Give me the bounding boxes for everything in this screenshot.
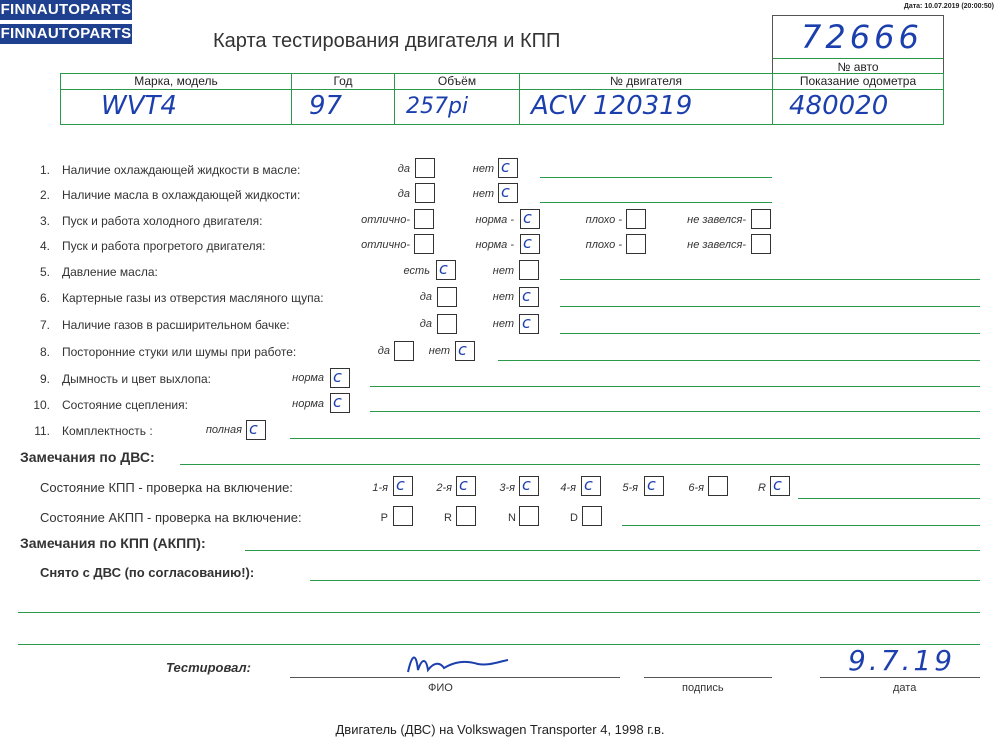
q8-opt-no: нет <box>428 345 450 357</box>
auto-gear-d-label: D <box>570 512 578 524</box>
auto-gear-n-label: N <box>508 512 516 524</box>
auto-gear-r-checkbox[interactable] <box>456 506 476 526</box>
gear-4-mark: c <box>584 475 593 494</box>
date-value: 9.7.19 <box>848 644 956 677</box>
q9-mark-normal: c <box>333 367 342 386</box>
q8-num: 8. <box>39 345 50 359</box>
q1-mark-no: c <box>501 157 510 176</box>
q6-checkbox-no[interactable] <box>519 287 539 307</box>
gear-4-checkbox[interactable] <box>581 476 601 496</box>
q3-checkbox-normal[interactable] <box>520 209 540 229</box>
signature-label: подпись <box>682 682 724 694</box>
auto-gear-p-checkbox[interactable] <box>393 506 413 526</box>
auto-gear-p-label: P <box>380 512 388 524</box>
gear-6-label: 6-я <box>688 482 704 494</box>
value-engine-no: ACV 120319 <box>531 91 693 121</box>
gear-4-label: 4-я <box>560 482 576 494</box>
gearbox-label: Состояние КПП - проверка на включение: <box>40 480 293 495</box>
q5-opt-yes: есть <box>403 265 430 277</box>
q2-num: 2. <box>39 188 50 202</box>
q9-line <box>370 386 980 387</box>
q3-opt-excellent: отлично- <box>361 214 410 226</box>
q11-opt-full: полная <box>205 424 242 436</box>
q2-text: Наличие масла в охлаждающей жидкости: <box>62 188 301 202</box>
fio-label: ФИО <box>428 682 453 694</box>
col-header-make: Марка, модель <box>61 74 291 90</box>
gear-5-checkbox[interactable] <box>644 476 664 496</box>
removed-label: Снято с ДВС (по согласованию!): <box>40 565 255 580</box>
gear-1-label: 1-я <box>372 482 388 494</box>
q7-opt-yes: да <box>419 318 432 330</box>
q3-opt-bad: плохо - <box>585 214 622 226</box>
header-table <box>60 73 944 125</box>
caption: Двигатель (ДВС) на Volkswagen Transporter 4, 1998 г.в. <box>335 722 665 737</box>
gear-3-label: 3-я <box>499 482 515 494</box>
q4-checkbox-nostart[interactable] <box>751 234 771 254</box>
q7-line <box>560 333 980 334</box>
brand-logo-top: FINNAUTOPARTS <box>0 1 132 18</box>
auto-number-box <box>772 15 944 74</box>
auto-number-value: 72666 <box>801 18 923 56</box>
q6-opt-no: нет <box>492 291 514 303</box>
q6-opt-yes: да <box>419 291 432 303</box>
auto-gear-n-checkbox[interactable] <box>519 506 539 526</box>
q6-checkbox-yes[interactable] <box>437 287 457 307</box>
q2-checkbox-no[interactable] <box>498 183 518 203</box>
gear-5-mark: c <box>647 475 656 494</box>
q9-opt-normal: норма <box>292 372 324 384</box>
q1-num: 1. <box>39 163 50 177</box>
gear-r-mark: c <box>773 475 782 494</box>
fio-line <box>290 677 620 678</box>
q3-opt-normal: норма - <box>475 214 514 226</box>
stamp-date: Дата: 10.07.2019 (20:00:50) <box>903 3 994 10</box>
q8-opt-yes: да <box>377 345 390 357</box>
q6-mark-no: c <box>522 286 531 305</box>
q6-text: Картерные газы из отверстия масляного щупа: <box>62 291 324 305</box>
q4-checkbox-normal[interactable] <box>520 234 540 254</box>
q3-opt-nostart: не завелся- <box>687 214 746 226</box>
gearbox-line <box>798 498 980 499</box>
date-label: дата <box>893 682 917 694</box>
q2-opt-yes: да <box>397 188 410 200</box>
q10-line <box>370 411 980 412</box>
q9-num: 9. <box>39 372 50 386</box>
q3-mark-normal: c <box>523 208 532 227</box>
q11-num: 11. <box>34 424 50 438</box>
q3-text: Пуск и работа холодного двигателя: <box>62 214 263 228</box>
q10-checkbox-normal[interactable] <box>330 393 350 413</box>
q4-checkbox-bad[interactable] <box>626 234 646 254</box>
auto-gearbox-line <box>622 525 980 526</box>
q6-line <box>560 306 980 307</box>
q7-checkbox-no[interactable] <box>519 314 539 334</box>
auto-gear-d-checkbox[interactable] <box>582 506 602 526</box>
q2-opt-no: нет <box>472 188 494 200</box>
q9-text: Дымность и цвет выхлопа: <box>62 372 211 386</box>
gear-5-label: 5-я <box>622 482 638 494</box>
q8-line <box>498 360 980 361</box>
q11-line <box>290 438 980 439</box>
col-header-volume: Объём <box>395 74 519 90</box>
q10-num: 10. <box>33 398 50 412</box>
value-year: 97 <box>309 91 343 121</box>
q2-mark-no: c <box>501 182 510 201</box>
gear-1-mark: c <box>396 475 405 494</box>
q11-mark-full: c <box>249 419 258 438</box>
q8-checkbox-no[interactable] <box>455 341 475 361</box>
auto-gear-r-label: R <box>444 512 452 524</box>
col-header-odometer: Показание одометра <box>773 74 943 90</box>
q4-mark-normal: c <box>523 233 532 252</box>
signature-line <box>644 677 772 678</box>
q7-text: Наличие газов в расширительном бачке: <box>62 318 290 332</box>
gear-1-checkbox[interactable] <box>393 476 413 496</box>
q7-num: 7. <box>39 318 50 332</box>
engine-remarks-label: Замечания по ДВС: <box>20 449 155 465</box>
q5-opt-no: нет <box>492 265 514 277</box>
gear-6-checkbox[interactable] <box>708 476 728 496</box>
tested-label: Тестировал: <box>166 660 251 675</box>
value-make: WVT4 <box>101 91 177 121</box>
q4-checkbox-excellent[interactable] <box>414 234 434 254</box>
q7-mark-no: c <box>522 313 531 332</box>
blank-line-1 <box>18 612 980 613</box>
q6-num: 6. <box>39 291 50 305</box>
q7-checkbox-yes[interactable] <box>437 314 457 334</box>
q4-opt-bad: плохо - <box>585 239 622 251</box>
q11-checkbox-full[interactable] <box>246 420 266 440</box>
q4-opt-excellent: отлично- <box>361 239 410 251</box>
q3-checkbox-excellent[interactable] <box>414 209 434 229</box>
q9-checkbox-normal[interactable] <box>330 368 350 388</box>
q7-opt-no: нет <box>492 318 514 330</box>
q8-text: Посторонние стуки или шумы при работе: <box>62 345 297 359</box>
q5-line <box>560 279 980 280</box>
removed-line <box>310 580 980 581</box>
q5-checkbox-yes[interactable] <box>436 260 456 280</box>
brand-logo-bottom: FINNAUTOPARTS <box>0 25 132 42</box>
q8-mark-no: c <box>458 340 467 359</box>
q5-text: Давление масла: <box>62 265 158 279</box>
q3-checkbox-bad[interactable] <box>626 209 646 229</box>
q3-checkbox-nostart[interactable] <box>751 209 771 229</box>
q1-opt-yes: да <box>397 163 410 175</box>
gear-2-label: 2-я <box>436 482 452 494</box>
gear-2-mark: c <box>459 475 468 494</box>
q4-text: Пуск и работа прогретого двигателя: <box>62 239 266 253</box>
auto-gearbox-label: Состояние АКПП - проверка на включение: <box>40 510 302 525</box>
col-header-engine-no: № двигателя <box>520 74 772 90</box>
q1-checkbox-yes[interactable] <box>415 158 435 178</box>
q1-opt-no: нет <box>472 163 494 175</box>
q10-opt-normal: норма <box>292 398 324 410</box>
date-line <box>820 677 980 678</box>
col-header-year: Год <box>292 74 394 90</box>
engine-remarks-line <box>180 464 980 465</box>
q1-text: Наличие охлаждающей жидкости в масле: <box>62 163 301 177</box>
q1-line <box>540 177 772 178</box>
gear-2-checkbox[interactable] <box>456 476 476 496</box>
gear-3-checkbox[interactable] <box>519 476 539 496</box>
q4-num: 4. <box>39 239 50 253</box>
q2-line <box>540 202 772 203</box>
q5-mark-yes: c <box>439 259 448 278</box>
q4-opt-nostart: не завелся- <box>687 239 746 251</box>
value-volume: 257pi <box>406 94 469 119</box>
q1-checkbox-no[interactable] <box>498 158 518 178</box>
q2-checkbox-yes[interactable] <box>415 183 435 203</box>
q5-num: 5. <box>39 265 50 279</box>
q3-num: 3. <box>39 214 50 228</box>
q5-checkbox-no[interactable] <box>519 260 539 280</box>
q10-mark-normal: c <box>333 392 342 411</box>
gear-r-checkbox[interactable] <box>770 476 790 496</box>
q11-text: Комплектность : <box>62 424 153 438</box>
gearbox-remarks-line <box>245 550 980 551</box>
tester-signature-scribble <box>404 648 514 684</box>
form-title: Карта тестирования двигателя и КПП <box>213 30 561 52</box>
value-odometer: 480020 <box>789 91 889 121</box>
blank-line-2 <box>18 644 980 645</box>
gear-3-mark: c <box>522 475 531 494</box>
q10-text: Состояние сцепления: <box>62 398 188 412</box>
q4-opt-normal: норма - <box>475 239 514 251</box>
gear-r-label: R <box>758 482 766 494</box>
gearbox-remarks-label: Замечания по КПП (АКПП): <box>20 535 206 551</box>
auto-number-label: № авто <box>773 58 943 74</box>
